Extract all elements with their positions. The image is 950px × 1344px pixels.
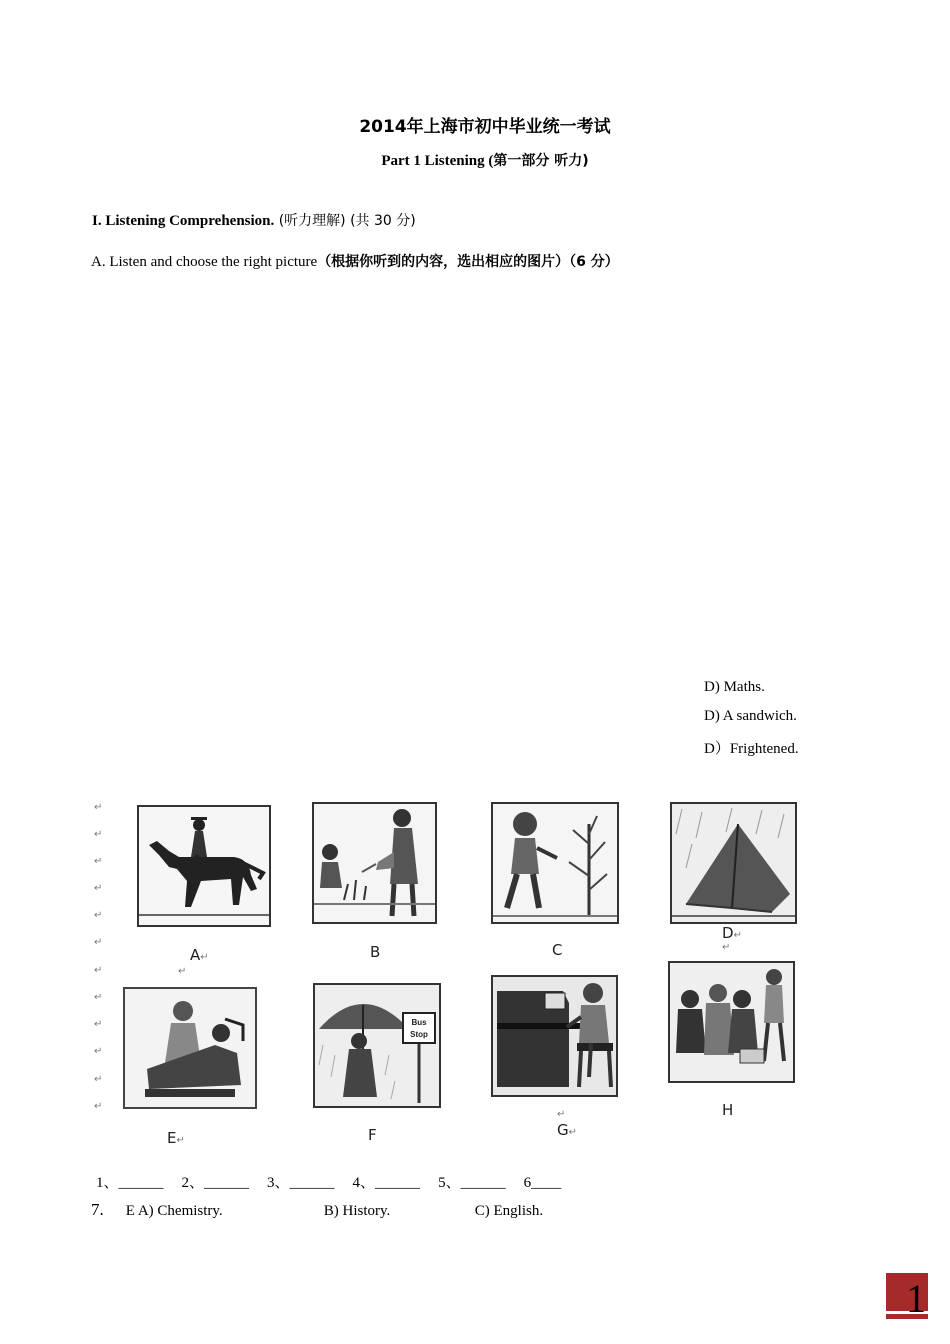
question-7 <box>91 1200 543 1220</box>
bus-stop-sign-text: Bus <box>411 1018 427 1027</box>
answer-blank-6[interactable]: 6____ <box>523 1175 562 1191</box>
picture-d <box>670 802 797 924</box>
option-d-maths: D) Maths. <box>704 679 765 695</box>
bus-stop-sign-text-2: Stop <box>410 1030 428 1039</box>
boy-pruning-tree-icon <box>493 804 617 922</box>
picture-c <box>491 802 619 924</box>
picture-g-letter: G <box>557 1121 569 1139</box>
picture-h-label: H <box>722 1101 734 1119</box>
umbrella-bus-stop-icon <box>315 985 439 1106</box>
return-mark: ↵ <box>200 952 209 963</box>
return-mark: ↵ <box>733 930 742 941</box>
picture-a-label <box>190 946 209 964</box>
people-picnic-icon <box>670 963 793 1081</box>
picture-h <box>668 961 795 1083</box>
girl-playing-piano-icon <box>493 977 616 1095</box>
answer-blank-3[interactable]: 3、______ <box>267 1175 335 1191</box>
picture-f-label: F <box>368 1126 377 1144</box>
return-mark: ↵ <box>94 883 103 894</box>
return-mark: ↵ <box>94 856 103 867</box>
question-7-option-c: C) English. <box>474 1203 544 1219</box>
return-mark: ↵ <box>94 802 103 813</box>
section-heading-cn: (听力理解) (共 30 分) <box>274 213 416 229</box>
question-7-number: 7. <box>91 1200 104 1219</box>
section-a-cn: （根据你听到的内容，选出相应的图片）（6 分） <box>317 254 619 270</box>
picture-b <box>312 802 437 924</box>
answer-blank-2[interactable]: 2、______ <box>181 1175 250 1191</box>
picture-f <box>313 983 441 1108</box>
answer-blank-1[interactable]: 1、______ <box>96 1175 164 1191</box>
return-mark: ↵ <box>178 966 187 977</box>
horse-rider-icon <box>139 807 269 925</box>
option-d-frightened: D）Frightened. <box>704 741 799 757</box>
return-mark: ↵ <box>94 1074 103 1085</box>
answer-blank-4[interactable]: 4、______ <box>352 1175 421 1191</box>
part-heading-en: Part 1 Listening ( <box>381 153 494 169</box>
return-mark: ↵ <box>94 910 103 921</box>
return-mark: ↵ <box>94 965 103 976</box>
answer-blanks <box>96 1171 579 1192</box>
picture-g <box>491 975 618 1097</box>
return-mark: ↵ <box>94 829 103 840</box>
question-7-option-a: E A) Chemistry. <box>125 1203 223 1219</box>
page-number: 1 <box>906 1276 926 1321</box>
watering-plants-icon <box>314 804 435 922</box>
return-mark: ↵ <box>94 1101 103 1112</box>
picture-d-label <box>722 924 742 942</box>
return-mark: ↵ <box>94 1046 103 1057</box>
picture-e-letter: E <box>167 1129 177 1147</box>
section-heading-listening <box>92 210 416 230</box>
picture-a <box>137 805 271 927</box>
picture-b-label: B <box>370 943 381 961</box>
dentist-chair-icon <box>125 989 255 1107</box>
return-mark: ↵ <box>94 1019 103 1030</box>
section-a-instruction <box>91 251 619 271</box>
option-d-sandwich: D) A sandwich. <box>704 708 797 724</box>
picture-g-label <box>557 1103 577 1139</box>
picture-c-label: C <box>552 941 563 959</box>
part-heading-cn: 第一部分 听力) <box>493 153 589 169</box>
return-mark: ↵ <box>568 1127 578 1138</box>
return-mark: ↵ <box>94 992 103 1003</box>
question-7-option-b: B) History. <box>323 1203 391 1219</box>
page-title: 2014年上海市初中毕业统一考试 <box>359 117 611 137</box>
return-mark: ↵ <box>94 937 103 948</box>
section-a-en: A. Listen and choose the right picture <box>91 254 318 270</box>
return-mark: ↵ <box>176 1135 185 1146</box>
tent-in-rain-icon <box>672 804 795 922</box>
answer-blank-5[interactable]: 5、______ <box>438 1175 506 1191</box>
section-heading-en: I. Listening Comprehension. <box>92 213 275 229</box>
picture-e-label <box>167 1129 185 1147</box>
picture-e <box>123 987 257 1109</box>
return-mark: ↵ <box>557 1109 566 1120</box>
part-heading <box>0 150 950 170</box>
picture-a-letter: A <box>190 946 201 964</box>
return-mark: ↵ <box>722 942 731 953</box>
picture-d-letter: D <box>722 924 734 942</box>
